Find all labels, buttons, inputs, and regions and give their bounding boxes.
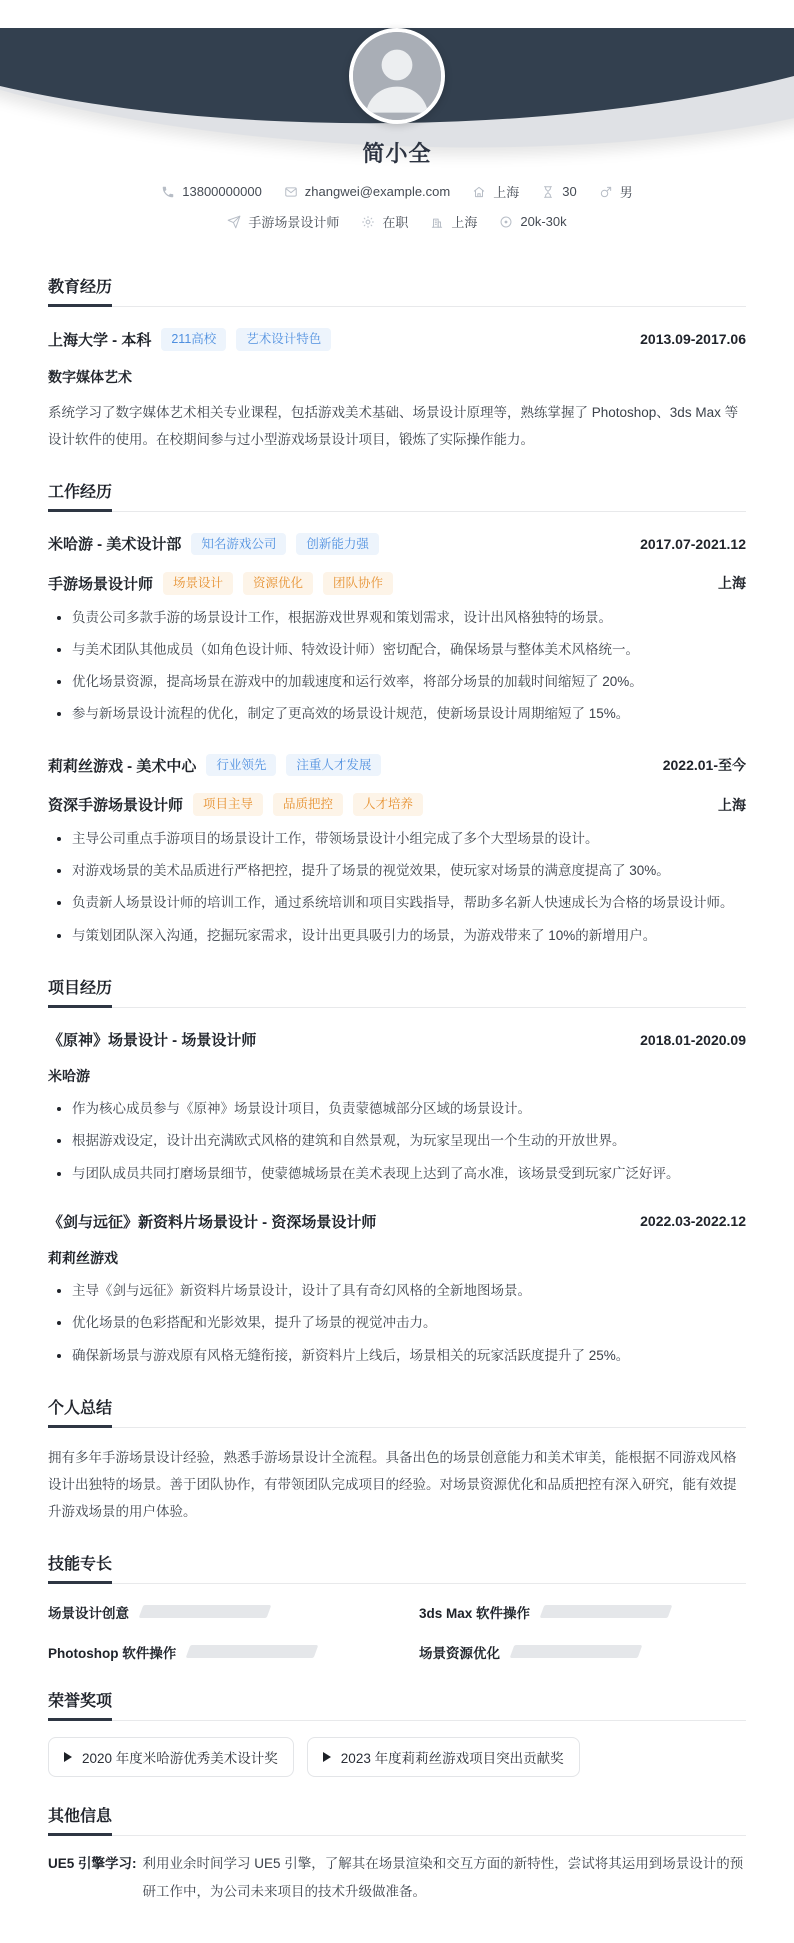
company-name: 米哈游 - 美术设计部 [48, 536, 182, 554]
bullet-item: 与团队成员共同打磨场景细节，使蒙德城场景在美术表现上达到了高水准，该场景受到玩家广泛好评。 [48, 1161, 746, 1187]
section-title: 工作经历 [48, 479, 112, 511]
skill-bar [139, 1605, 272, 1618]
company-tag: 注重人才发展 [286, 754, 381, 777]
company-tag: 知名游戏公司 [191, 533, 286, 556]
bullet-item: 参与新场景设计流程的优化，制定了更高效的场景设计规范，使新场景设计周期缩短了 15%。 [48, 701, 746, 727]
building-icon [430, 215, 444, 229]
project-name: 《原神》场景设计 - 场景设计师 [48, 1032, 257, 1049]
paper-plane-icon [227, 215, 241, 229]
position-title: 手游场景设计师 [248, 215, 340, 230]
honor-card [48, 1737, 294, 1777]
work-role-row [48, 793, 746, 816]
skill-bar [540, 1605, 673, 1618]
section-title: 荣誉奖项 [48, 1688, 112, 1720]
work-date: 2022.01-至今 [662, 757, 746, 773]
role-title: 资深手游场景设计师 [48, 797, 184, 814]
resume-body [0, 274, 794, 1943]
age-value: 30 [562, 184, 577, 199]
contact-position [227, 212, 339, 231]
bullet-item: 主导公司重点手游项目的场景设计工作，带领场景设计小组完成了多个大型场景的设计。 [48, 826, 746, 852]
summary-text: 拥有多年手游场景设计经验，熟悉手游场景设计全流程。具备出色的场景创意能力和美术审美，能根据不同游戏风格设计出独特的场景。善于团队协作，有带领团队完成项目的经验。对场景资源优化和品质把控有深入研究，能有效提升游戏场景的用户体验。 [48, 1449, 737, 1519]
play-icon [64, 1752, 72, 1762]
major-name: 数字媒体艺术 [48, 368, 132, 385]
bullet-item: 主导《剑与远征》新资料片场景设计，设计了具有奇幻风格的全新地图场景。 [48, 1278, 746, 1304]
gender-value: 男 [619, 185, 633, 200]
project-company: 米哈游 [48, 1068, 90, 1084]
resume-header [0, 28, 794, 248]
bullet-item: 优化场景资源，提高场景在游戏中的加载速度和运行效率，将部分场景的加载时间缩短了 20%。 [48, 669, 746, 695]
bullet-item: 负责公司多款手游的场景设计工作，根据游戏世界观和策划需求，设计出风格独特的场景。 [48, 605, 746, 631]
play-icon [323, 1752, 331, 1762]
section-other [48, 1803, 746, 1907]
section-head [48, 1395, 746, 1428]
contact-city [430, 212, 477, 231]
project-item-header [48, 1211, 746, 1232]
bullet-item: 与美术团队其他成员（如角色设计师、特效设计师）密切配合，确保场景与整体美术风格统一。 [48, 637, 746, 663]
skills-grid [48, 1602, 746, 1662]
contact-row-2 [0, 212, 794, 231]
gear-icon [361, 215, 375, 229]
contact-info [0, 182, 794, 231]
age-icon [541, 185, 555, 199]
contact-home [472, 182, 519, 201]
section-title: 其他信息 [48, 1803, 112, 1835]
bullet-item: 确保新场景与游戏原有风格无缝衔接，新资料片上线后，场景相关的玩家活跃度提升了 25%。 [48, 1343, 746, 1369]
skill-item [48, 1642, 375, 1662]
school-name: 上海大学 - 本科 [48, 331, 152, 349]
candidate-name: 简小全 [362, 141, 432, 166]
section-education [48, 274, 746, 453]
bullet-item: 负责新人场景设计师的培训工作，通过系统培训和项目实践指导，帮助多名新人快速成长为合格的场景设计师。 [48, 890, 746, 916]
coin-icon [499, 215, 513, 229]
avatar [349, 28, 445, 124]
contact-row-1 [0, 182, 794, 201]
contact-gender [599, 182, 633, 201]
work-role-row [48, 572, 746, 595]
bullet-item: 对游戏场景的美术品质进行严格把控，提升了场景的视觉效果，使玩家对场景的满意度提高了 30%。 [48, 858, 746, 884]
contact-phone [161, 184, 262, 199]
contact-status [361, 212, 408, 231]
other-info-label: UE5 引擎学习: [48, 1855, 137, 1871]
email-icon [284, 185, 298, 199]
section-head [48, 975, 746, 1008]
skill-label: 场景资源优化 [419, 1645, 500, 1661]
section-head [48, 479, 746, 512]
company-tag: 行业领先 [206, 754, 276, 777]
skill-label: 3ds Max 软件操作 [419, 1605, 531, 1621]
work-location: 上海 [718, 575, 746, 592]
section-skills [48, 1551, 746, 1662]
company-name: 莉莉丝游戏 - 美术中心 [48, 757, 197, 775]
person-silhouette-icon [353, 32, 441, 120]
project-date: 2022.03-2022.12 [640, 1213, 746, 1230]
project-date: 2018.01-2020.09 [640, 1031, 746, 1048]
bullet-item: 与策划团队深入沟通，挖掘玩家需求，设计出更具吸引力的场景，为游戏带来了 10%的新增用户。 [48, 923, 746, 949]
home-city: 上海 [493, 185, 520, 200]
skill-label: Photoshop 软件操作 [48, 1645, 177, 1661]
role-title: 手游场景设计师 [48, 575, 154, 593]
phone-number: 13800000000 [182, 184, 262, 199]
role-tag: 品质把控 [273, 793, 343, 816]
education-item-header [48, 328, 746, 351]
work-city: 上海 [451, 215, 478, 230]
role-tag: 项目主导 [193, 793, 263, 816]
work-bullets [48, 605, 746, 728]
work-bullets [48, 826, 746, 949]
school-tag: 211高校 [161, 328, 226, 351]
contact-age [541, 184, 576, 199]
section-title: 个人总结 [48, 1395, 112, 1427]
section-title: 项目经历 [48, 975, 112, 1007]
role-tag: 人才培养 [353, 793, 423, 816]
role-tag: 团队协作 [323, 572, 393, 595]
section-title: 教育经历 [48, 274, 112, 306]
project-item [48, 1029, 746, 1187]
project-item [48, 1211, 746, 1369]
project-item-header [48, 1029, 746, 1050]
other-info-row [48, 1850, 746, 1907]
work-item-header [48, 754, 746, 777]
honors-list [48, 1737, 746, 1777]
bullet-item: 作为核心成员参与《原神》场景设计项目，负责蒙德城部分区域的场景设计。 [48, 1096, 746, 1122]
honor-card [307, 1737, 580, 1777]
skill-item [48, 1602, 375, 1622]
role-tag: 资源优化 [243, 572, 313, 595]
skill-bar [186, 1645, 319, 1658]
work-location: 上海 [718, 796, 746, 813]
contact-email [284, 184, 450, 199]
section-head [48, 274, 746, 307]
work-item [48, 754, 746, 949]
bullet-item: 根据游戏设定，设计出充满欧式风格的建筑和自然景观，为玩家呈现出一个生动的开放世界。 [48, 1128, 746, 1154]
work-item [48, 533, 746, 728]
section-head [48, 1688, 746, 1721]
work-date: 2017.07-2021.12 [640, 535, 746, 552]
section-honors [48, 1688, 746, 1777]
contact-salary [499, 214, 566, 229]
work-item-header [48, 533, 746, 556]
phone-icon [161, 185, 175, 199]
section-title: 技能专长 [48, 1551, 112, 1583]
honor-text: 2020 年度米哈游优秀美术设计奖 [82, 1750, 278, 1766]
education-description: 系统学习了数字媒体艺术相关专业课程，包括游戏美术基础、场景设计原理等，熟练掌握了 Photoshop、3ds Max 等设计软件的使用。在校期间参与过小型游戏场景设计项目，锻炼了实际操作能力。 [48, 404, 739, 447]
gender-icon [599, 185, 613, 199]
bullet-item: 优化场景的色彩搭配和光影效果，提升了场景的视觉冲击力。 [48, 1310, 746, 1336]
project-bullets [48, 1096, 746, 1187]
email-address: zhangwei@example.com [304, 184, 451, 199]
skill-label: 场景设计创意 [48, 1605, 129, 1621]
section-summary [48, 1395, 746, 1525]
company-tag: 创新能力强 [296, 533, 379, 556]
project-name: 《剑与远征》新资料片场景设计 - 资深场景设计师 [48, 1213, 377, 1231]
home-icon [472, 185, 486, 199]
education-date: 2013.09-2017.06 [640, 331, 746, 348]
salary-range: 20k-30k [520, 214, 567, 229]
project-bullets [48, 1278, 746, 1369]
section-head [48, 1551, 746, 1584]
skill-bar [510, 1645, 643, 1658]
section-work [48, 479, 746, 950]
section-head [48, 1803, 746, 1836]
skill-item [419, 1602, 746, 1622]
school-tag: 艺术设计特色 [236, 328, 331, 351]
skill-item [419, 1642, 746, 1662]
other-info-text: 利用业余时间学习 UE5 引擎，了解其在场景渲染和交互方面的新特性，尝试将其运用到场景设计的预研工作中，为公司未来项目的技术升级做准备。 [142, 1855, 744, 1900]
role-tag: 场景设计 [163, 572, 233, 595]
project-company: 莉莉丝游戏 [48, 1249, 118, 1266]
job-status: 在职 [382, 215, 409, 230]
honor-text: 2023 年度莉莉丝游戏项目突出贡献奖 [340, 1750, 564, 1766]
section-projects [48, 975, 746, 1369]
